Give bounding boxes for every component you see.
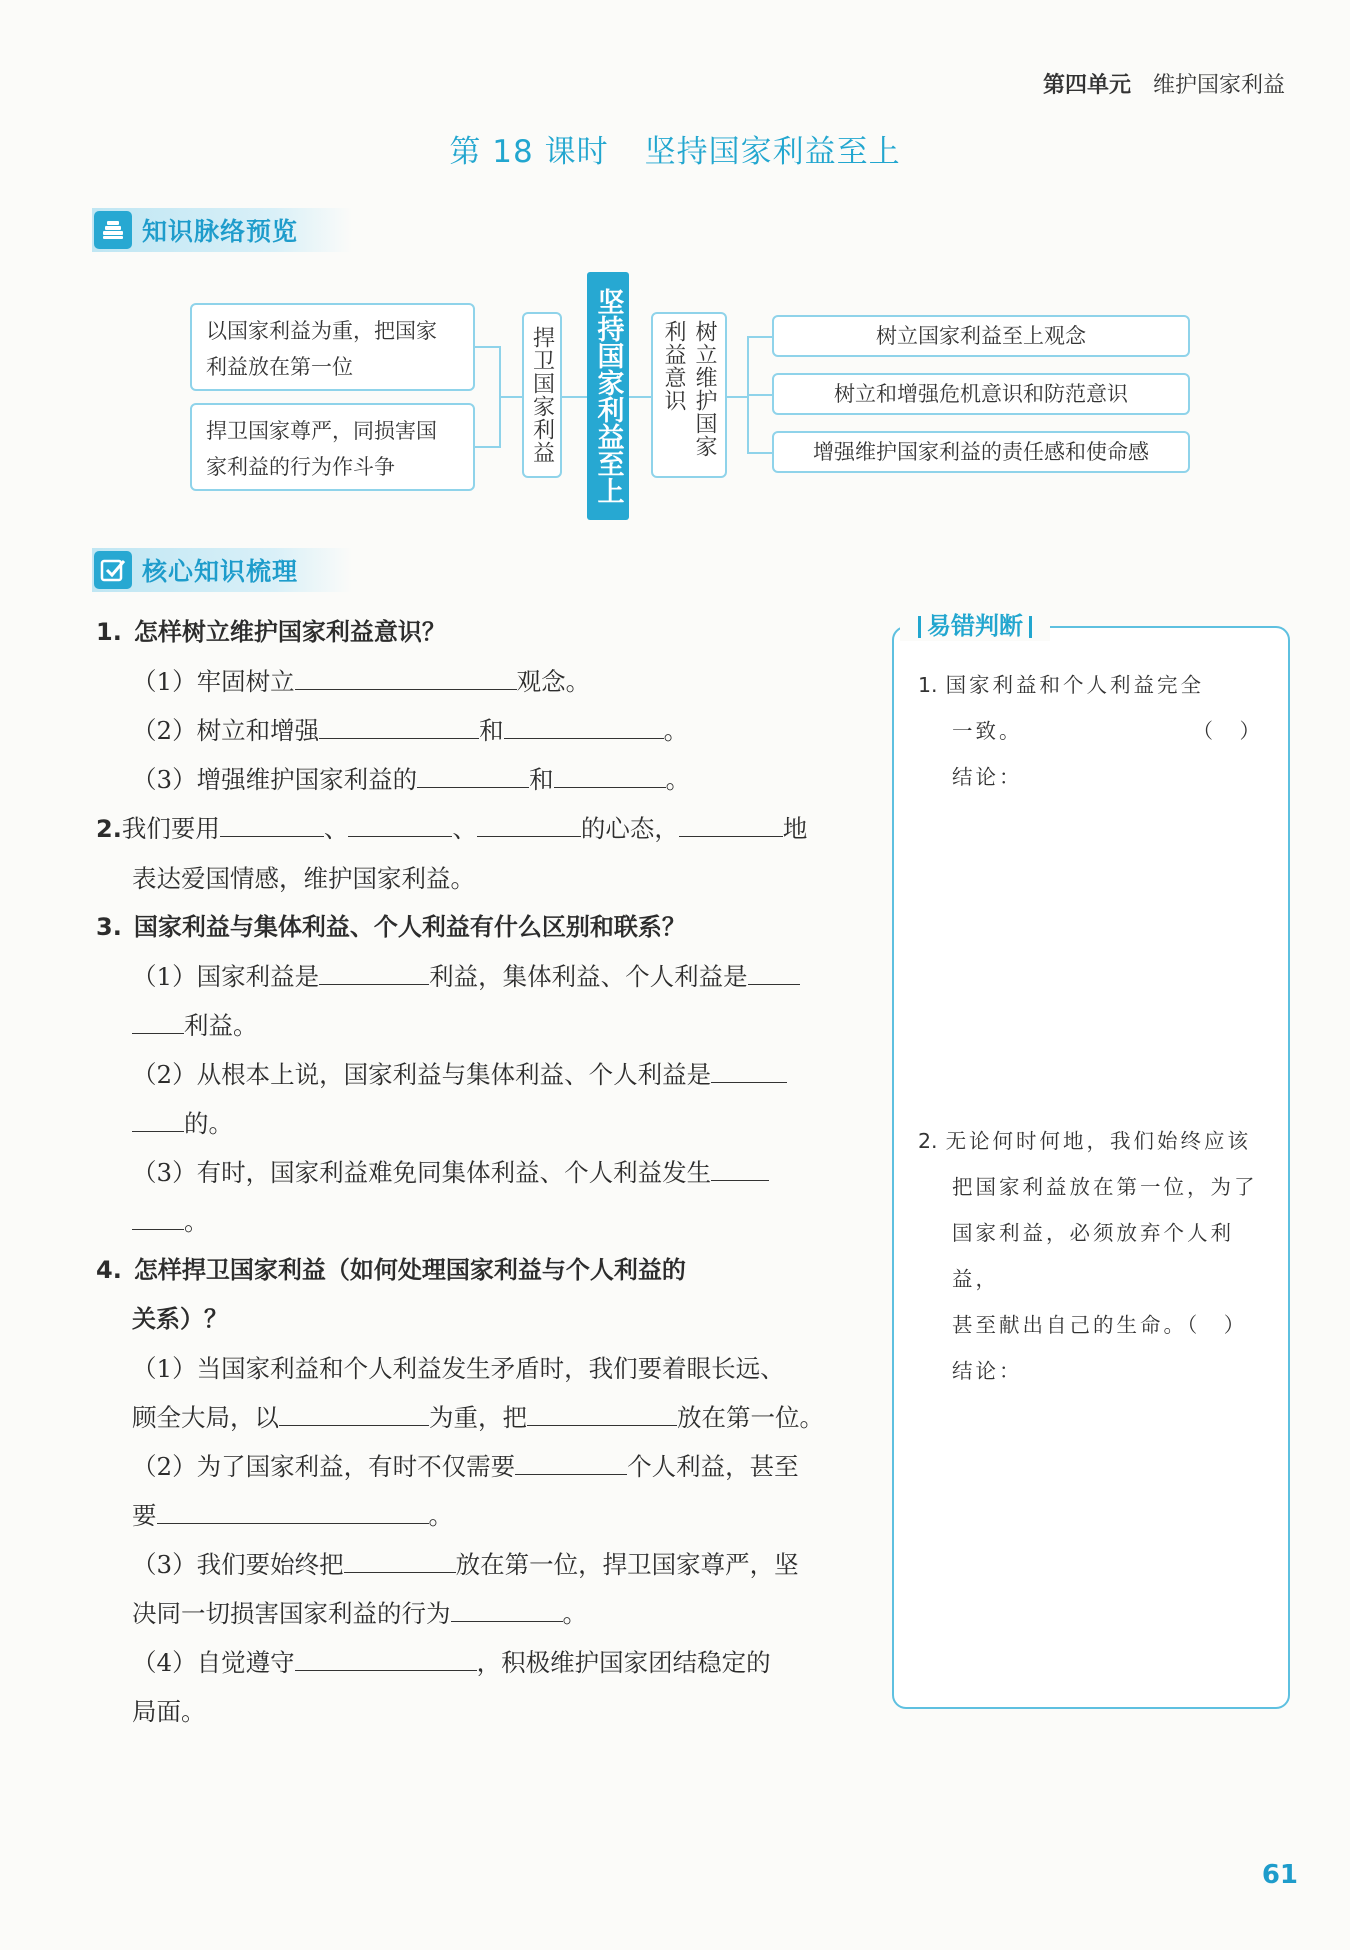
lesson-title bbox=[0, 126, 1350, 171]
connector bbox=[747, 336, 772, 338]
sub-item bbox=[96, 1638, 856, 1687]
text: 利益，集体利益、个人利益是 bbox=[429, 962, 748, 991]
panel-title-text: 易错判断 bbox=[927, 612, 1023, 640]
question-3 bbox=[96, 903, 856, 952]
connector bbox=[475, 446, 500, 448]
answer-blank[interactable] bbox=[417, 758, 529, 788]
text: （2）树立和增强 bbox=[132, 716, 320, 745]
section-header-overview bbox=[92, 208, 352, 252]
text: 为重，把 bbox=[429, 1403, 527, 1432]
unit-label: 第四单元 bbox=[1042, 73, 1131, 98]
text: 观念。 bbox=[516, 667, 591, 696]
diagram-right-item: 树立国家利益至上观念 bbox=[772, 315, 1190, 357]
text: （2）为了国家利益，有时不仅需要 bbox=[132, 1452, 516, 1481]
question-text: 怎样捍卫国家利益（如何处理国家利益与个人利益的 bbox=[133, 1256, 686, 1284]
text: （1）牢固树立 bbox=[132, 667, 295, 696]
answer-blank[interactable] bbox=[279, 1396, 429, 1426]
title-bar bbox=[918, 616, 921, 638]
question-number: 1. bbox=[96, 618, 122, 646]
sub-item-cont bbox=[96, 1589, 856, 1638]
sub-item-cont bbox=[96, 1491, 856, 1540]
text-line: 国家利益，必须放弃个人利益， bbox=[952, 1221, 1234, 1291]
text: 、 bbox=[323, 814, 349, 843]
answer-blank[interactable] bbox=[132, 1004, 184, 1034]
item-number: 2. bbox=[918, 1129, 938, 1153]
connector bbox=[475, 346, 500, 348]
text-line: 表达爱国情感，维护国家利益。 bbox=[132, 864, 475, 893]
sub-item-cont bbox=[96, 1197, 856, 1246]
diagram-right-branch-label: 树立维护国家利益意识 bbox=[661, 320, 717, 458]
connector bbox=[629, 396, 651, 398]
item-number: 1. bbox=[918, 673, 938, 697]
text: 利益。 bbox=[184, 1011, 258, 1040]
answer-blank[interactable] bbox=[515, 1445, 627, 1475]
text: 个人利益，甚至 bbox=[627, 1452, 799, 1481]
sub-item bbox=[96, 952, 856, 1001]
page-number: 61 bbox=[1261, 1860, 1298, 1890]
diagram-left-branch: 捍卫国家利益 bbox=[522, 312, 562, 478]
text: 的心态， bbox=[580, 814, 679, 843]
question-number: 4. bbox=[96, 1256, 122, 1284]
question-number: 3. bbox=[96, 913, 122, 941]
books-icon bbox=[94, 211, 132, 249]
text: （1）国家利益是 bbox=[132, 962, 320, 991]
sub-item-cont bbox=[96, 1393, 856, 1442]
text: （3）增强维护国家利益的 bbox=[132, 765, 418, 794]
answer-blank[interactable] bbox=[295, 660, 517, 690]
answer-blank[interactable] bbox=[748, 955, 800, 985]
diagram-center: 坚持国家利益至上 bbox=[587, 272, 629, 520]
lesson-name: 坚持国家利益至上 bbox=[644, 134, 901, 170]
sub-item bbox=[96, 755, 856, 804]
checkbox-icon bbox=[94, 551, 132, 589]
sub-item bbox=[96, 657, 856, 706]
answer-blank[interactable] bbox=[344, 1543, 456, 1573]
panel-title bbox=[900, 606, 1050, 641]
section-title: 核心知识梳理 bbox=[142, 557, 299, 586]
diagram-text: 以国家利益为重，把国家 bbox=[206, 319, 437, 343]
text: 无论何时何地，我们始终应该 bbox=[945, 1129, 1252, 1153]
answer-blank[interactable] bbox=[348, 807, 452, 837]
sub-item-cont bbox=[96, 1099, 856, 1148]
text: 。 bbox=[562, 1599, 587, 1628]
sub-item-cont bbox=[96, 1001, 856, 1050]
text: （3）有时，国家利益难免同集体利益、个人利益发生 bbox=[132, 1158, 712, 1187]
answer-blank[interactable] bbox=[295, 1641, 477, 1671]
sub-item bbox=[96, 1540, 856, 1589]
text: 顾全大局，以 bbox=[132, 1403, 279, 1432]
text: 一致。 bbox=[952, 719, 1023, 743]
judgement-item-1 bbox=[918, 662, 1263, 800]
text: 放在第一位。 bbox=[677, 1403, 824, 1432]
text: 。 bbox=[663, 716, 689, 745]
text-line: 把国家利益放在第一位，为了 bbox=[952, 1175, 1258, 1199]
connector bbox=[747, 452, 772, 454]
text: 国家利益和个人利益完全 bbox=[945, 673, 1205, 697]
sub-item bbox=[96, 706, 856, 755]
text: 。 bbox=[428, 1501, 453, 1530]
diagram-text: 利益放在第一位 bbox=[206, 355, 353, 379]
text: 。 bbox=[665, 765, 691, 794]
answer-blank[interactable] bbox=[554, 758, 666, 788]
answer-blank[interactable] bbox=[679, 807, 783, 837]
question-2 bbox=[96, 804, 856, 854]
text: 我们要用 bbox=[121, 814, 220, 843]
connector bbox=[500, 396, 522, 398]
sub-item bbox=[96, 1148, 856, 1197]
unit-header bbox=[1043, 68, 1285, 99]
text: （2）从根本上说，国家利益与集体利益、个人利益是 bbox=[132, 1060, 712, 1089]
answer-blank[interactable] bbox=[132, 1200, 184, 1230]
answer-blank[interactable] bbox=[527, 1396, 677, 1426]
text: （3）我们要始终把 bbox=[132, 1550, 344, 1579]
conclusion-label: 结论： bbox=[952, 1359, 1023, 1383]
text: 和 bbox=[479, 716, 504, 745]
text: 和 bbox=[529, 765, 554, 794]
section-header-core bbox=[92, 548, 352, 592]
diagram-right-branch bbox=[651, 312, 727, 478]
diagram-text: 家利益的行为作斗争 bbox=[206, 455, 395, 479]
question-number: 2. bbox=[96, 815, 122, 843]
text: 要 bbox=[132, 1501, 157, 1530]
diagram-left-item bbox=[190, 403, 475, 491]
connector bbox=[727, 396, 747, 398]
text: 地 bbox=[782, 814, 808, 843]
sub-item bbox=[96, 1442, 856, 1491]
sub-item: （1）当国家利益和个人利益发生矛盾时，我们要着眼长远、 bbox=[132, 1354, 785, 1383]
answer-blank[interactable] bbox=[319, 709, 479, 739]
answer-blank[interactable] bbox=[711, 1151, 769, 1181]
diagram-right-item: 增强维护国家利益的责任感和使命感 bbox=[772, 431, 1190, 473]
text: （4）自觉遵守 bbox=[132, 1648, 295, 1677]
diagram-left-item bbox=[190, 303, 475, 391]
question-4 bbox=[96, 1246, 856, 1295]
answer-blank[interactable] bbox=[132, 1102, 184, 1132]
question-text: 国家利益与集体利益、个人利益有什么区别和联系？ bbox=[133, 913, 686, 941]
text-line bbox=[918, 708, 1263, 754]
connector bbox=[562, 396, 587, 398]
answer-paren[interactable]: （ ） bbox=[1192, 719, 1263, 743]
question-text: 怎样树立维护国家利益意识？ bbox=[133, 618, 446, 646]
answer-blank[interactable] bbox=[220, 807, 324, 837]
text: 、 bbox=[452, 814, 477, 843]
diagram-text: 捍卫国家尊严，同损害国 bbox=[206, 419, 437, 443]
text: 。 bbox=[184, 1207, 209, 1236]
text: 放在第一位，捍卫国家尊严，坚 bbox=[455, 1550, 799, 1579]
answer-blank[interactable] bbox=[477, 807, 581, 837]
unit-title: 维护国家利益 bbox=[1152, 73, 1285, 98]
answer-blank[interactable] bbox=[504, 709, 664, 739]
question-list bbox=[96, 608, 856, 1736]
answer-blank[interactable] bbox=[319, 955, 429, 985]
judgement-item-2 bbox=[918, 1118, 1263, 1394]
conclusion-label: 结论： bbox=[952, 765, 1023, 789]
answer-blank[interactable] bbox=[157, 1494, 429, 1524]
question-text-cont: 关系）？ bbox=[132, 1305, 228, 1333]
connector bbox=[747, 394, 772, 396]
text: 的。 bbox=[184, 1109, 233, 1138]
lesson-number: 第 18 课时 bbox=[449, 134, 609, 170]
text-line: 甚至献出自己的生命。（ ） bbox=[952, 1313, 1248, 1337]
sub-item-cont: 局面。 bbox=[132, 1697, 206, 1726]
title-bar bbox=[1029, 616, 1032, 638]
answer-blank[interactable] bbox=[711, 1053, 787, 1083]
sub-item bbox=[96, 1050, 856, 1099]
text: 决同一切损害国家利益的行为 bbox=[132, 1599, 451, 1628]
diagram-right-item: 树立和增强危机意识和防范意识 bbox=[772, 373, 1190, 415]
section-title: 知识脉络预览 bbox=[142, 217, 299, 246]
question-1 bbox=[96, 608, 856, 657]
answer-blank[interactable] bbox=[451, 1592, 563, 1622]
text: ，积极维护国家团结稳定的 bbox=[476, 1648, 771, 1677]
